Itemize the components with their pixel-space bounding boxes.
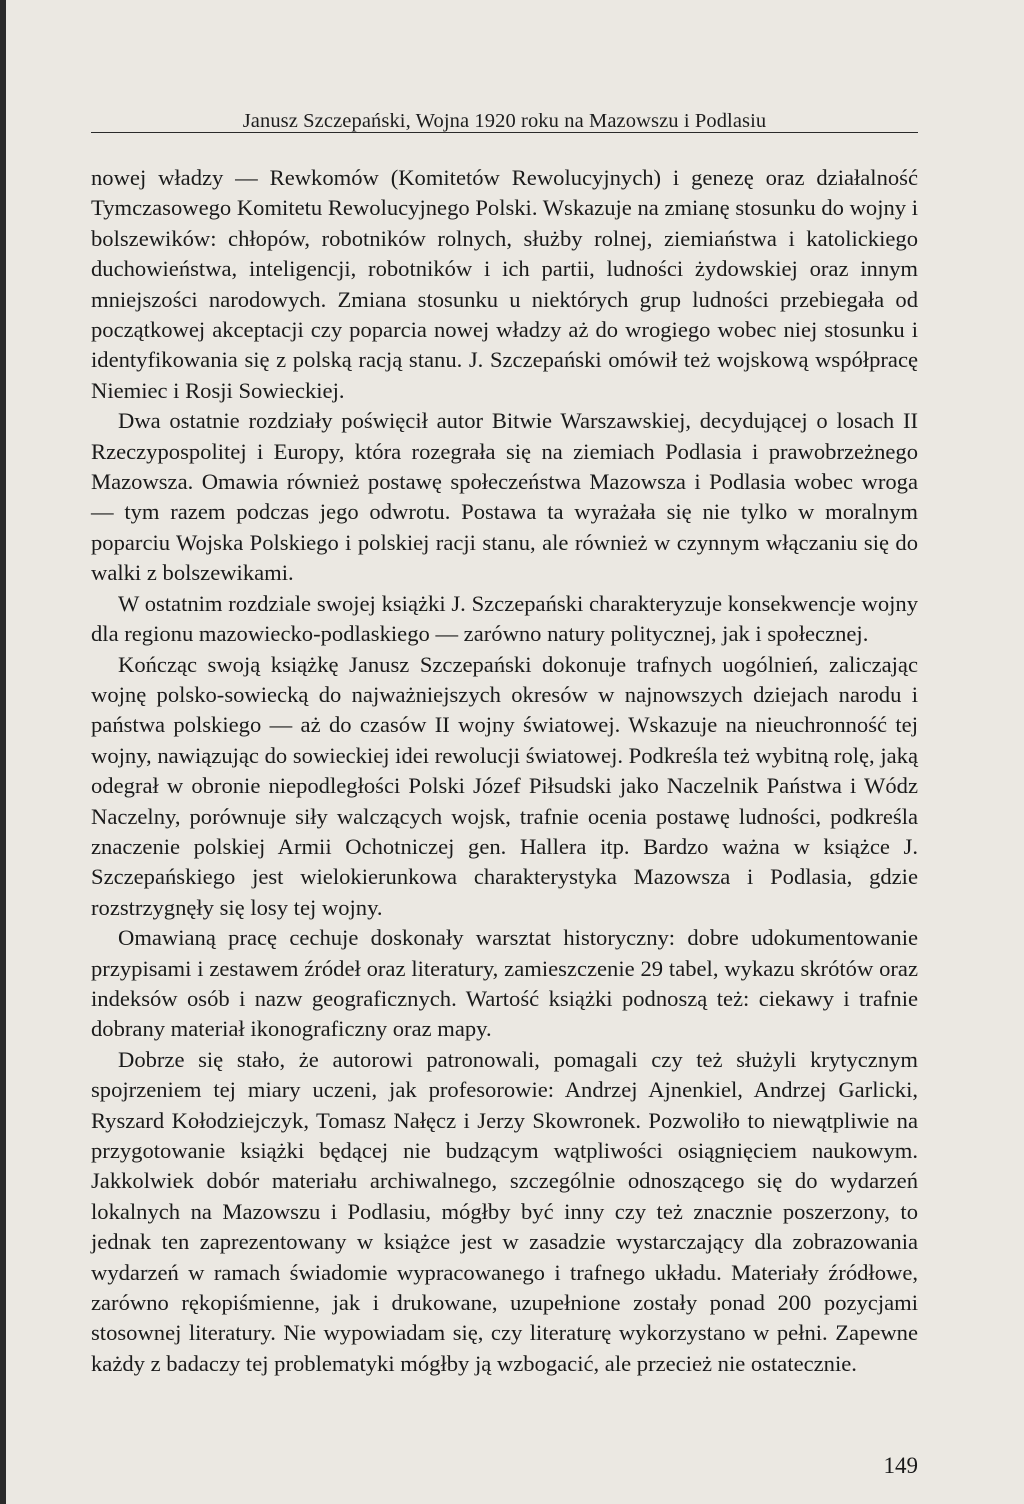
paragraph-6: Dobrze się stało, że autorowi patronowali, pomagali czy też służyli krytycznym spojrzeniem tej miary uczeni, jak profesorowie: Andrzej Ajnenkiel, Andrzej Garlicki, Ryszard Kołodziejczyk, Tomasz Nałęcz i Jerzy Skowronek. Pozwoliło to niewątpliwie na przygotowanie książki będącej nie budzącym wątpliwości osiągnięciem naukowym. Jakkolwiek dobór materiału archiwalnego, szczególnie odnoszącego się do wydarzeń lokalnych na Mazowszu i Podlasiu, mógłby być inny czy też znacznie poszerzony, to jednak ten zaprezentowany w książce jest w zasadzie wystarczający dla zobrazowania wydarzeń w ramach świadomie wypracowanego i trafnego układu. Materiały źródłowe, zarówno rękopiśmienne, jak i drukowane, uzupełnione zostały ponad 200 pozycjami stosownej literatury. Nie wypowiadam się, czy literaturę wykorzystano w pełni. Zapewne każdy z badaczy tej problematyki mógłby ją wzbogacić, ale przecież nie ostatecznie. [91, 1046, 918, 1376]
header-rule [91, 132, 918, 133]
paragraph-2: Dwa ostatnie rozdziały poświęcił autor Bitwie Warszawskiej, decydującej o losach II Rzeczypospolitej i Europy, która rozegrała się na ziemiach Podlasia i prawobrzeżnego Mazowsza. Omawia również postawę społeczeństwa Mazowsza i Podlasia wobec wroga — tym razem podczas jego odwrotu. Postawa ta wyrażała się nie tylko w moralnym poparciu Wojska Polskiego i polskiej racji stanu, ale również w czynnym włączaniu się do walki z bolszewikami. [91, 408, 918, 586]
page-binding-edge [0, 0, 6, 1504]
paragraph-1: nowej władzy — Rewkomów (Komitetów Rewolucyjnych) i genezę oraz działalność Tymczasowego Komitetu Rewolucyjnego Polski. Wskazuje na zmianę stosunku do wojny i bolszewików: chłopów, robotników rolnych, służby rolnej, ziemiaństwa i katolickiego duchowieństwa, inteligencji, robotników i ich partii, ludności żydowskiej oraz innym mniejszości narodowych. Zmiana stosunku u niektórych grup ludności przebiegała od początkowej akceptacji czy poparcia nowej władzy aż do wrogiego wobec niej stosunku i identyfikowania się z polską racją stanu. J. Szczepański omówił też wojskową współpracę Niemiec i Rosji Sowieckiej. [91, 165, 918, 403]
paragraph-5: Omawianą pracę cechuje doskonały warsztat historyczny: dobre udokumentowanie przypisami i zestawem źródeł oraz literatury, zamieszczenie 29 tabel, wykazu skrótów oraz indeksów osób i nazw geograficznych. Wartość książki podnoszą też: ciekawy i trafnie dobrany materiał ikonograficzny oraz mapy. [91, 925, 918, 1042]
paragraph-4: Kończąc swoją książkę Janusz Szczepański dokonuje trafnych uogólnień, zaliczając wojnę polsko-sowiecką do najważniejszych okresów w najnowszych dziejach narodu i państwa polskiego — aż do czasów II wojny światowej. Wskazuje na nieuchronność tej wojny, nawiązując do sowieckiej idei rewolucji światowej. Podkreśla też wybitną rolę, jaką odegrał w obronie niepodległości Polski Józef Piłsudski jako Naczelnik Państwa i Wódz Naczelny, porównuje siły walczących wojsk, trafnie ocenia postawę ludności, podkreśla znaczenie polskiej Armii Ochotniczej gen. Hallera itp. Bardzo ważna w książce J. Szczepańskiego jest wielokierunkowa charakterystyka Mazowsza i Podlasia, gdzie rozstrzygnęły się losy tej wojny. [91, 651, 918, 920]
page-number: 149 [883, 1453, 918, 1478]
body-text [91, 163, 918, 1379]
running-header: Janusz Szczepański, Wojna 1920 roku na Mazowszu i Podlasiu [242, 110, 767, 132]
paragraph-3: W ostatnim rozdziale swojej książki J. Szczepański charakteryzuje konsekwencje wojny dla regionu mazowiecko-podlaskiego — zarówno natury politycznej, jak i społecznej. [91, 590, 918, 647]
